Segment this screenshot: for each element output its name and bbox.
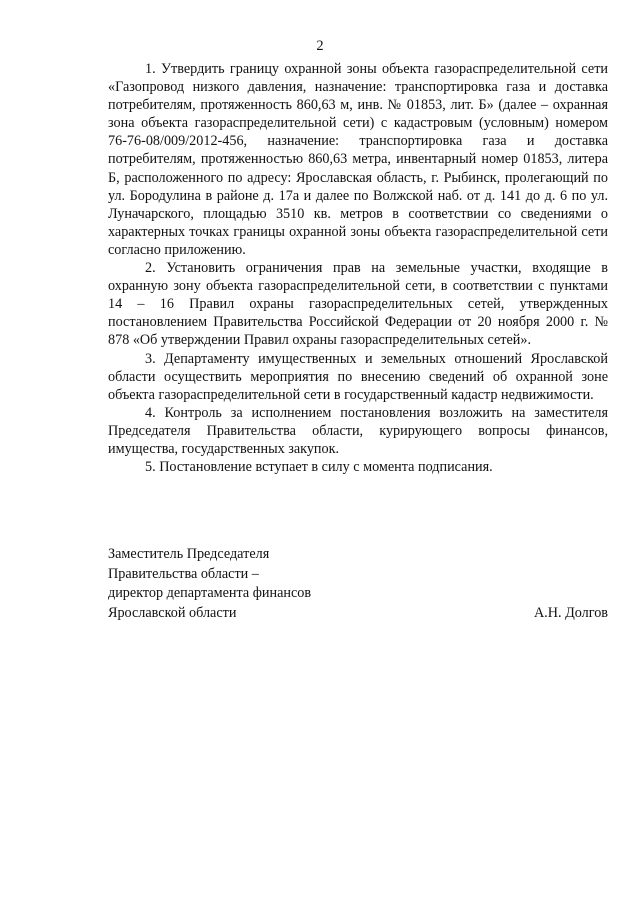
signature-block [108, 545, 608, 623]
signer-title-line: директор департамента финансов [108, 585, 312, 601]
paragraph-5: 5. Постановление вступает в силу с момента подписания. [145, 459, 493, 476]
signer-title-line: Ярославской области [108, 604, 237, 621]
paragraph-3: 3. Департаменту имущественных и земельных отношений Ярославской области осуществить мероприятия по внесению сведений об охранной зоне объекта газораспределительной сети в государственный кадастр недвижимости. [108, 350, 608, 403]
signature-final-line [108, 604, 608, 624]
signer-title-line: Правительства области – [108, 565, 259, 582]
paragraph-2: 2. Установить ограничения прав на земельные участки, входящие в охранную зону объекта газораспределительной сети, в соответствии с пунктами 14 – 16 Правил охраны газораспределительных сетей, утвержденных постановлением Правительства Российской Федерации от 20 ноября 2000 г. № 878 «Об утверждении Правил охраны газораспределительных сетей». [108, 260, 608, 349]
paragraph-1: 1. Утвердить границу охранной зоны объекта газораспределительной сети «Газопровод низкого давления, назначение: транспортировка газа и доставка потребителям, протяженность 860,63 м, инв. № 01853, лит. Б» (далее – охранная зона объекта газораспределительной сети) с кадастровым (условным) номером 76-76-08/009/2012-456, назначение: транспортировка газа и доставка потребителям, протяженностью 860,63 метра, инвентарный номер 01853, литера Б, расположенного по адресу: Ярославская область, г. Рыбинск, пролегающий по ул. Бородулина в районе д. 17а и далее по Волжской наб. от д. 141 до д. 6 по ул. Луначарского, площадью 3510 кв. метров в соответствии со сведениями о характерных точках границы охранной зоны объекта газораспределительной сети согласно приложению. [108, 61, 608, 258]
page-number: 2 [316, 38, 324, 54]
signer-title-line: Заместитель Председателя [108, 546, 270, 562]
document-body [108, 60, 608, 476]
paragraph-4: 4. Контроль за исполнением постановления возложить на заместителя Председателя Правительства области, курирующего вопросы финансов, имущества, государственных закупок. [108, 404, 608, 457]
signer-name: А.Н. Долгов [533, 604, 608, 621]
